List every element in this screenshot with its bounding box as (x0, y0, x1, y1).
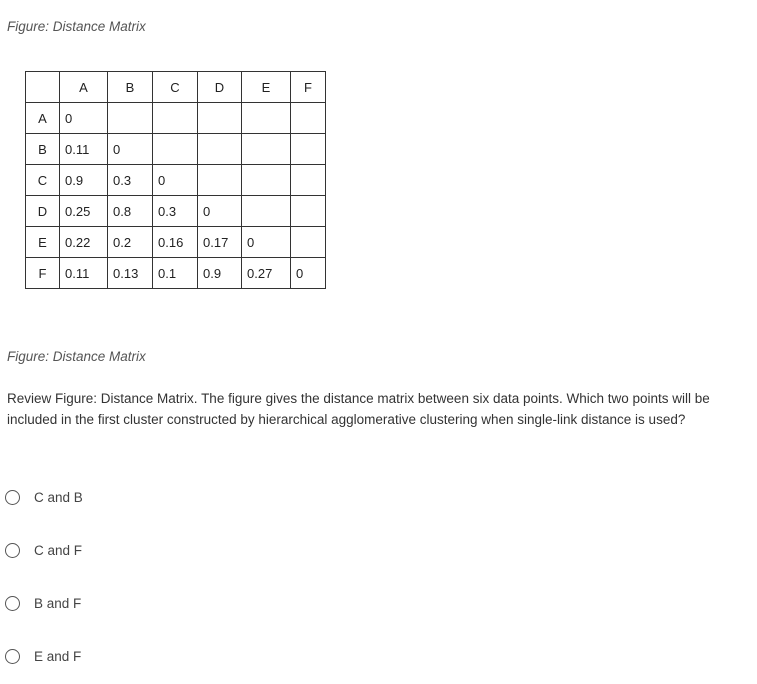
row-header: F (26, 258, 60, 289)
option-label[interactable]: C and B (34, 490, 83, 505)
table-cell: 0.16 (153, 227, 198, 258)
table-cell: 0.3 (108, 165, 153, 196)
radio-button-icon[interactable] (5, 543, 20, 558)
table-cell: 0.2 (108, 227, 153, 258)
table-row (26, 196, 326, 227)
table-cell: 0.9 (60, 165, 108, 196)
figure-caption: Figure: Distance Matrix (7, 349, 146, 364)
answer-option-c-and-b[interactable] (5, 490, 83, 505)
column-header: B (108, 72, 153, 103)
table-cell (291, 196, 326, 227)
table-cell (198, 103, 242, 134)
table-row (26, 258, 326, 289)
question-text: Review Figure: Distance Matrix. The figure gives the distance matrix between six data points. Which two points will be included in the first cluster constructed by hierarchical agglomerative clustering when single-link distance is used? (7, 391, 710, 427)
radio-button-icon[interactable] (5, 649, 20, 664)
table-row (26, 134, 326, 165)
table-cell: 0.11 (60, 258, 108, 289)
option-label[interactable]: C and F (34, 543, 83, 558)
table-cell: 0 (291, 258, 326, 289)
table-cell: 0.13 (108, 258, 153, 289)
answer-option-e-and-f[interactable] (5, 649, 81, 664)
table-cell: 0 (153, 165, 198, 196)
table-cell: 0.1 (153, 258, 198, 289)
table-cell (108, 103, 153, 134)
distance-matrix-table (25, 71, 326, 289)
table-header-row (26, 72, 326, 103)
column-header: E (242, 72, 291, 103)
corner-cell (26, 72, 60, 103)
table-cell: 0.17 (198, 227, 242, 258)
answer-option-b-and-f[interactable] (5, 596, 81, 611)
table-cell: 0.9 (198, 258, 242, 289)
table-cell (198, 165, 242, 196)
table-cell: 0.27 (242, 258, 291, 289)
table-cell: 0.25 (60, 196, 108, 227)
row-header: D (26, 196, 60, 227)
answer-option-c-and-f[interactable] (5, 543, 82, 558)
table-row (26, 165, 326, 196)
table-cell (153, 134, 198, 165)
table-cell (242, 165, 291, 196)
table-cell (198, 134, 242, 165)
table-cell (242, 196, 291, 227)
table-cell: 0.8 (108, 196, 153, 227)
table-cell: 0 (60, 103, 108, 134)
table-cell: 0.11 (60, 134, 108, 165)
radio-button-icon[interactable] (5, 596, 20, 611)
table-cell: 0 (242, 227, 291, 258)
table-cell (291, 165, 326, 196)
row-header: C (26, 165, 60, 196)
table-cell (242, 103, 291, 134)
radio-button-icon[interactable] (5, 490, 20, 505)
table-cell: 0.3 (153, 196, 198, 227)
table-cell: 0 (108, 134, 153, 165)
table-cell (291, 134, 326, 165)
row-header: A (26, 103, 60, 134)
figure-caption-top: Figure: Distance Matrix (7, 19, 146, 34)
column-header: A (60, 72, 108, 103)
table-cell: 0 (198, 196, 242, 227)
option-label[interactable]: B and F (34, 596, 82, 611)
table-cell (242, 134, 291, 165)
column-header: D (198, 72, 242, 103)
table-cell (291, 227, 326, 258)
table-cell (291, 103, 326, 134)
table-row (26, 227, 326, 258)
column-header: F (291, 72, 326, 103)
table-cell: 0.22 (60, 227, 108, 258)
row-header: B (26, 134, 60, 165)
table-row (26, 103, 326, 134)
table-cell (153, 103, 198, 134)
option-label[interactable]: E and F (34, 649, 82, 664)
column-header: C (153, 72, 198, 103)
row-header: E (26, 227, 60, 258)
